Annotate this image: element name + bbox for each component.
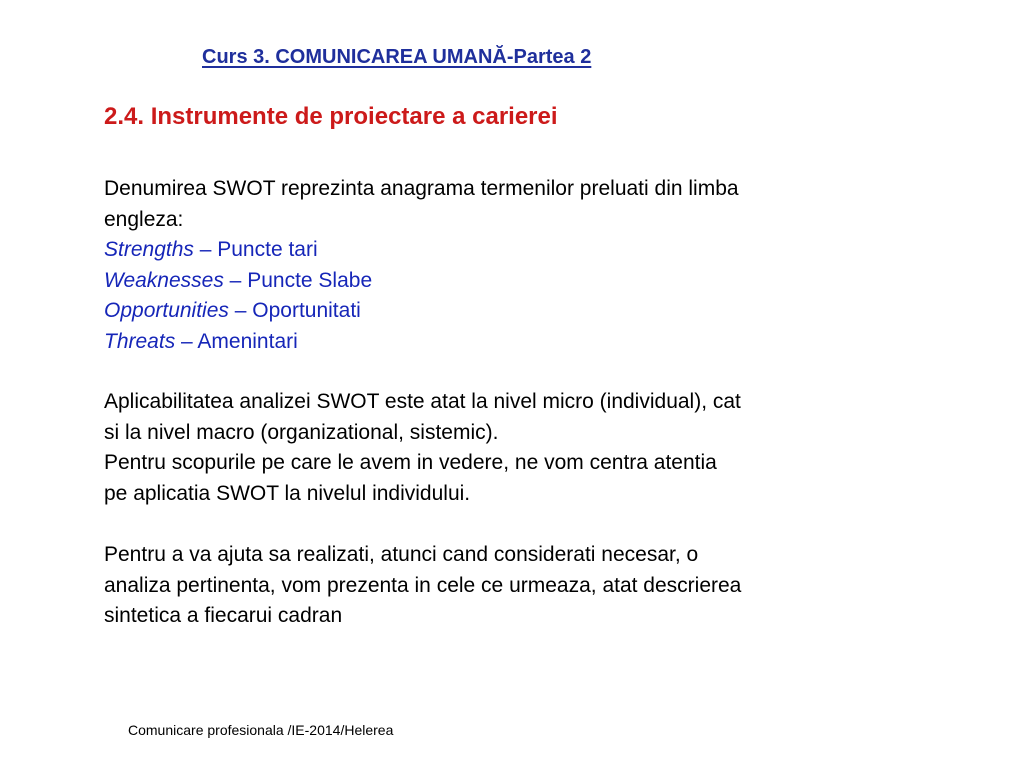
intro-block	[104, 174, 904, 357]
swot-term-name: Threats	[104, 329, 176, 353]
swot-term-separator: –	[223, 268, 248, 292]
swot-term-translation: Puncte tari	[217, 238, 318, 261]
swot-term-opportunities	[104, 296, 904, 327]
intro-line: Denumirea SWOT reprezinta anagrama termenilor preluati din limba	[104, 177, 739, 200]
paragraph-line: sintetica a fiecarui cadran	[104, 604, 343, 627]
swot-term-separator: –	[228, 299, 253, 322]
intro-line: engleza:	[104, 207, 184, 231]
swot-term-threats	[104, 327, 904, 358]
paragraph-line: pe aplicatia SWOT la nivelul individului.	[104, 481, 471, 505]
swot-term-translation: Puncte Slabe	[247, 268, 373, 292]
course-title: Curs 3. COMUNICAREA UMANĂ-Partea 2	[202, 46, 592, 68]
applicability-paragraph	[104, 387, 904, 509]
help-paragraph	[104, 540, 904, 632]
swot-term-weaknesses	[104, 266, 904, 297]
section-heading: 2.4. Instrumente de proiectare a carierei	[104, 103, 558, 130]
paragraph-line: Pentru scopurile pe care le avem in vedere, ne vom centra atentia	[104, 451, 717, 474]
paragraph-line: si la nivel macro (organizational, sistemic).	[104, 420, 499, 444]
swot-term-translation: Amenintari	[197, 329, 298, 353]
swot-term-separator: –	[175, 329, 198, 353]
swot-term-name: Strengths	[104, 238, 194, 261]
swot-term-translation: Oportunitati	[252, 299, 361, 322]
paragraph-line: Pentru a va ajuta sa realizati, atunci cand considerati necesar, o	[104, 543, 699, 566]
swot-term-name: Opportunities	[104, 299, 229, 322]
footer-text: Comunicare profesionala /IE-2014/Helerea	[128, 722, 394, 738]
paragraph-line: analiza pertinenta, vom prezenta in cele ce urmeaza, atat descrierea	[104, 573, 742, 597]
swot-term-name: Weaknesses	[104, 268, 224, 292]
paragraph-line: Aplicabilitatea analizei SWOT este atat la nivel micro (individual), cat	[104, 390, 741, 413]
swot-term-strengths	[104, 235, 904, 266]
swot-term-separator: –	[193, 238, 218, 261]
